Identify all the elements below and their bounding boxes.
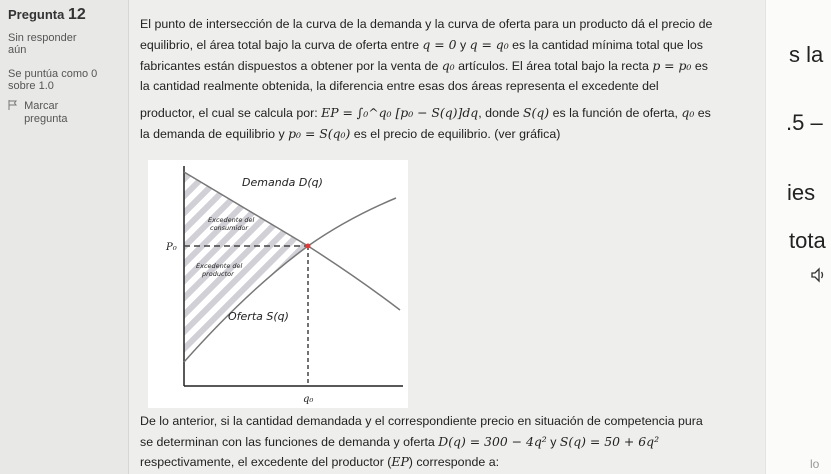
right-text-4: tota (789, 228, 826, 253)
supply-label: Oferta S(q) (228, 310, 289, 323)
question-info-panel (0, 0, 129, 474)
equilibrium-point (306, 244, 311, 249)
question-line-2: equilibrio, el área total bajo la curva de oferta entre q = 0 y q = q₀ es la cantidad mínima total que los (140, 36, 703, 52)
context-line-1: De lo anterior, si la cantidad demandada y el correspondiente precio en situación de competencia pura (140, 414, 703, 428)
consumer-surplus-label-2: consumidor (210, 224, 249, 232)
consumer-surplus-label-1: Excedente del (208, 216, 255, 224)
question-status: Sin responder aún (8, 32, 77, 56)
question-label: Pregunta (8, 7, 65, 22)
flag-question-button[interactable] (8, 100, 94, 126)
question-line-6: la demanda de equilibrio y p₀ = S(q₀) es el precio de equilibrio. (ver gráfica) (140, 125, 561, 141)
question-context (140, 411, 740, 473)
right-text-5: lo (810, 457, 820, 471)
question-line-4: la cantidad realmente obtenida, la diferencia entre esas dos áreas representa el excedente del (140, 79, 659, 94)
flag-label: Marcar pregunta (24, 100, 68, 125)
context-line-2: se determinan con las funciones de demanda y oferta D(q) = 300 − 4q² y S(q) = 50 + 6q² (140, 433, 660, 449)
question-number (8, 6, 86, 24)
producer-surplus-label-2: productor (202, 270, 234, 278)
context-line-3: respectivamente, el excedente del productor (EP) corresponde a: (140, 454, 500, 470)
question-number-value: 12 (67, 6, 86, 23)
right-text-1: s la (789, 42, 824, 67)
surplus-graph (148, 160, 408, 408)
question-line-5: productor, el cual se calcula por: EP = ∫₀^q₀ [p₀ − S(q)]dq, donde S(q) es la función de oferta, q₀ es (140, 105, 711, 121)
producer-surplus-label-1: Excedente del (196, 262, 243, 270)
question-text (140, 14, 735, 145)
p0-label: P₀ (166, 242, 177, 253)
speaker-icon[interactable] (810, 266, 828, 284)
question-score: Se puntúa como 0 sobre 1.0 (8, 68, 98, 92)
right-text-3: ies (787, 180, 816, 205)
q0-label: q₀ (303, 394, 314, 405)
demand-label: Demanda D(q) (242, 176, 323, 189)
question-line-1: El punto de intersección de la curva de la demanda y la curva de oferta para un producto dá el precio de (140, 17, 713, 31)
question-line-3: fabricantes están dispuestos a obtener por la venta de q₀ artículos. El área total bajo la recta p = p₀ es (140, 57, 708, 73)
flag-icon (8, 100, 18, 110)
right-text-2: .5 – (786, 110, 823, 135)
